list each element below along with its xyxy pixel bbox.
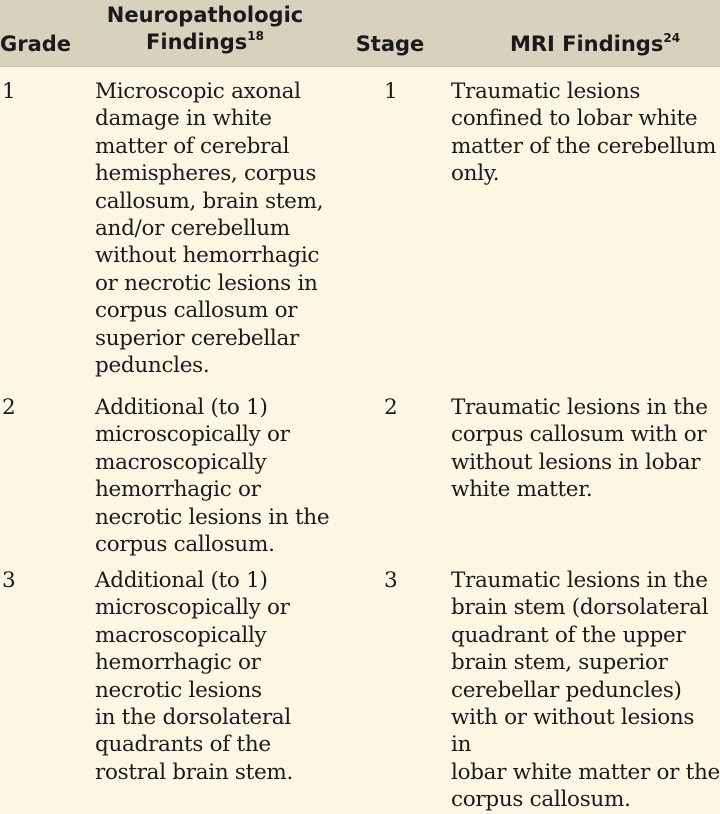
grade-cell: 2 [2,395,16,420]
header-mri-findings [470,31,720,58]
stage-cell: 1 [384,79,398,104]
header-neuro-line2: Findings [146,30,248,54]
header-neuro-line1: Neuropathologic [106,3,304,27]
header-mri-ref: 24 [663,31,681,45]
header-grade: Grade [0,32,72,56]
header-neuropathologic-findings [70,2,340,56]
neuropathologic-cell: Additional (to 1) microscopically or macroscopically hemorrhagic or necrotic lesions in the dorsolateral quadrants of the rostral brain stem. [95,568,294,785]
header-neuro-ref: 18 [247,29,264,43]
mri-cell: Traumatic lesions confined to lobar white matter of the cerebellum only. [451,79,717,187]
neuropathologic-cell: Microscopic axonal damage in white matter of cerebral hemispheres, corpus callosum, brain stem, and/or cerebellum without hemorrhagic or necrotic lesions in corpus callosum or superior cerebellar peduncles. [95,79,324,379]
mri-cell: Traumatic lesions in the corpus callosum with or without lesions in lobar white matter. [451,395,708,503]
grade-cell: 3 [2,568,16,593]
header-divider [0,66,720,67]
grade-cell: 1 [2,79,16,104]
neuropathologic-cell: Additional (to 1) microscopically or macroscopically hemorrhagic or necrotic lesions in the corpus callosum. [95,395,330,558]
mri-cell: Traumatic lesions in the brain stem (dorsolateral quadrant of the upper brain stem, superior cerebellar peduncles) with or without lesions in lobar white matter or the corpus callosum. [451,568,720,813]
header-mri-label: MRI Findings [509,32,664,56]
header-stage: Stage [355,32,425,56]
stage-cell: 2 [384,395,398,420]
table-header [0,0,720,66]
stage-cell: 3 [384,568,398,593]
